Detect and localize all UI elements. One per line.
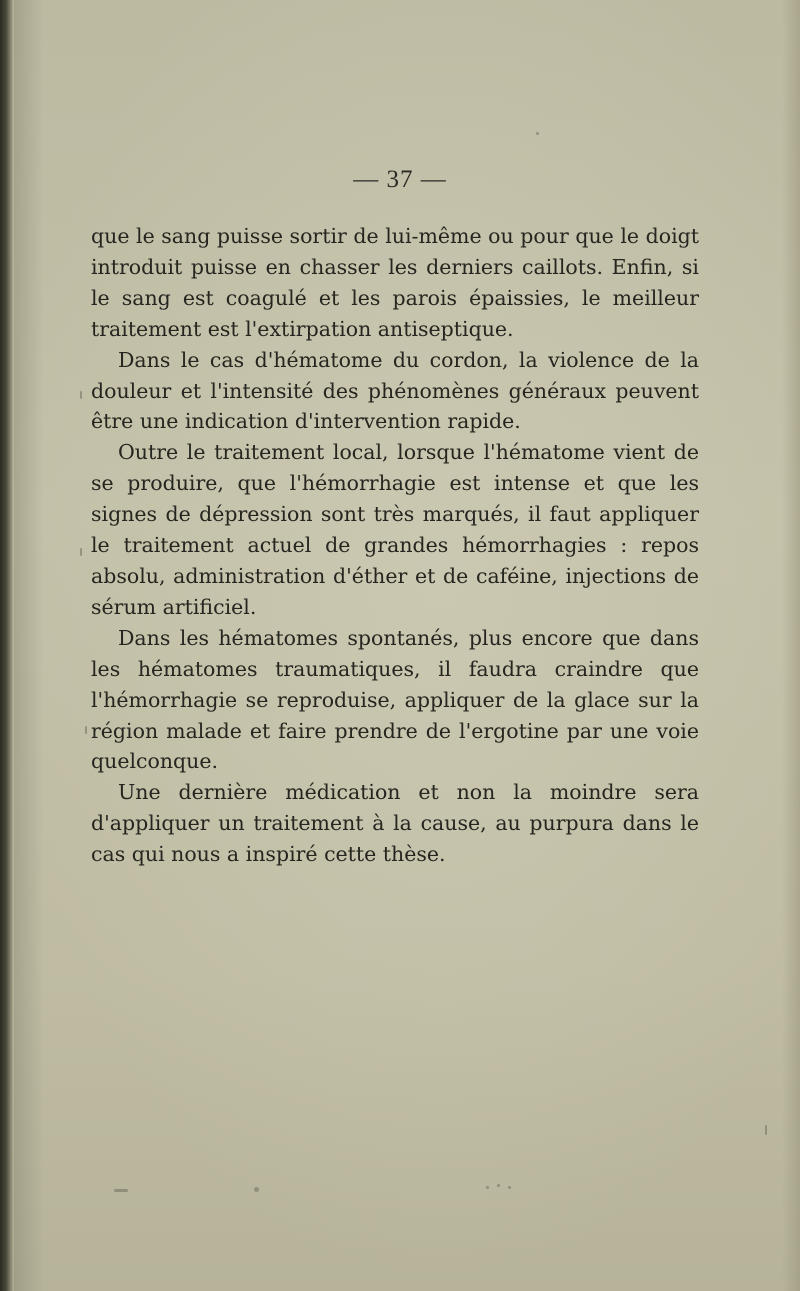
paper-speck — [497, 1184, 500, 1187]
paper-speck — [114, 1189, 128, 1192]
page-number: — 37 — — [353, 166, 447, 193]
paragraph: Une dernière médication et non la moindre sera d'appliquer un traitement à la cause, au purpura dans le cas qui nous a inspiré cette thèse. — [91, 780, 699, 867]
paper-speck — [486, 1186, 489, 1189]
paper-speck — [765, 1125, 767, 1135]
paper-speck — [80, 391, 82, 399]
paragraph: que le sang puisse sortir de lui-même ou pour que le doigt introduit puisse en chasser les derniers caillots. Enfin, si le sang est coagulé et les parois épaissies, le meilleur traitement est l'extirpation antiseptique. — [91, 224, 699, 341]
paper-speck — [508, 1186, 511, 1189]
paragraph: Dans le cas d'hématome du cordon, la violence de la douleur et l'intensité des phénomènes généraux peuvent être une indication d'intervention rapide. — [91, 347, 699, 434]
paper-speck — [85, 726, 87, 734]
body-text — [91, 221, 699, 870]
paragraph: Outre le traitement local, lorsque l'hématome vient de se produire, que l'hémorrhagie est intense et que les signes de dépression sont très marqués, il faut appliquer le traitement actuel de grandes hémorrhagies : repos absolu, administration d'éther et de caféine, injections de sérum artificiel. — [91, 440, 699, 619]
paper-speck — [536, 132, 539, 135]
paragraph: Dans les hématomes spontanés, plus encore que dans les hématomes traumatiques, il faudra craindre que l'hémorrhagie se reproduise, appliquer de la glace sur la région malade et faire prendre de l'ergotine par une voie quelconque. — [91, 625, 699, 774]
paper-speck — [80, 548, 82, 556]
paper-speck — [254, 1187, 259, 1192]
